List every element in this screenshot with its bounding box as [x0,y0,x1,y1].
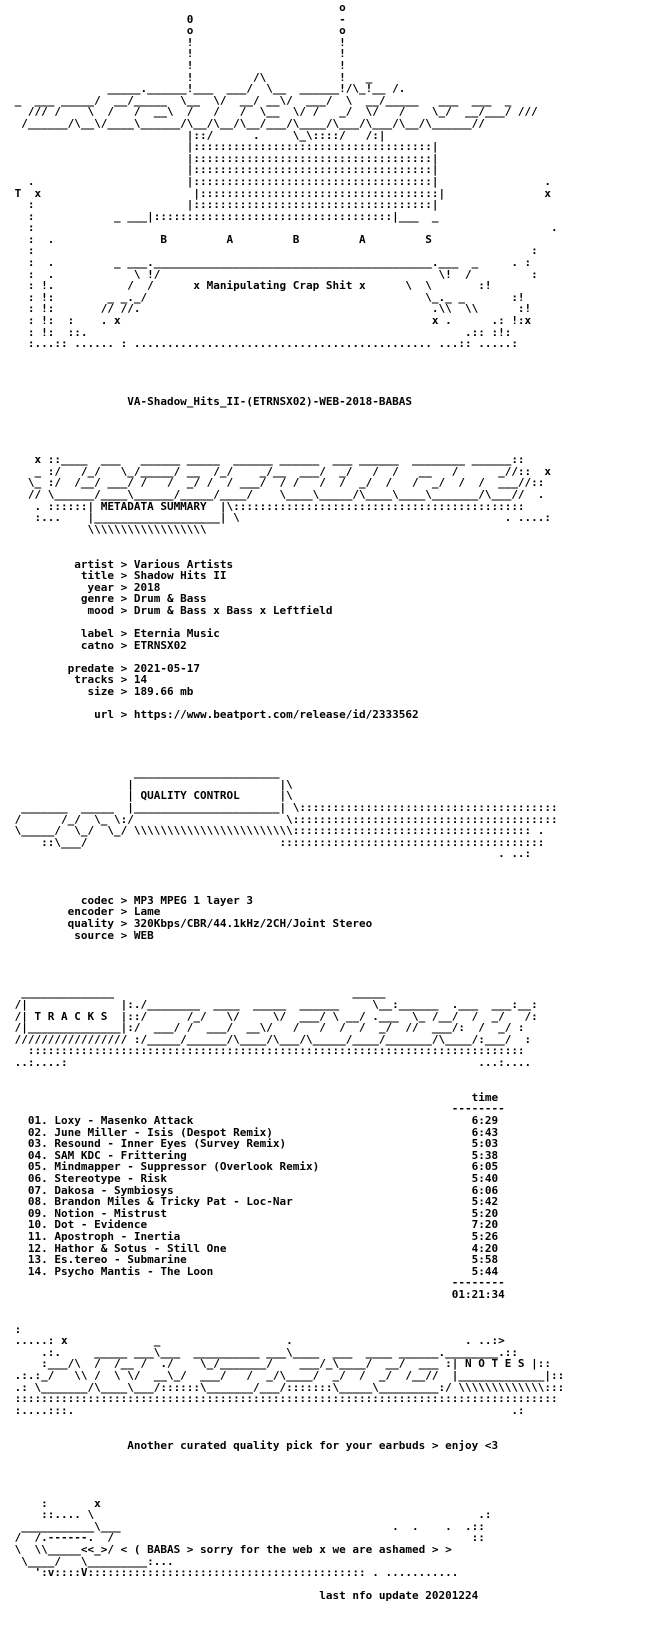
nfo-line: :::::::::::::::::::::::::::::::::::::::::::::::::::::::::::::::::::::::::::::::::: [8,1392,558,1406]
nfo-line: quality > 320Kbps/CBR/44.1kHz/2CH/Joint Stereo [8,916,373,930]
nfo-line: /|______________|:/ ___/ / ___/ __\/ / / / / _/ // ___/: / _/ : [8,1021,525,1035]
nfo-line: 04. SAM KDC - Frittering 5:38 [8,1148,499,1162]
nfo-line: |::::::::::::::::::::::::::::::::::::| [8,151,439,165]
nfo-line: _______ _____ |______________________| \::::::::::::::::::::::::::::::::::::::: [8,800,558,814]
nfo-line: / /_/ \_ \:/ \:::::::::::::::::::::::::::::::::::::::: [8,812,558,826]
nfo-line: url > https://www.beatport.com/release/id/2333562 [8,708,419,722]
nfo-line: 06. Stereotype - Risk 5:40 [8,1171,499,1185]
nfo-line: last nfo update 20201224 [8,1589,479,1603]
nfo-line: \_____/ \_/ \_/ \\\\\\\\\\\\\\\\\\\\\\\\:::::::::::::::::::::::::::::::::::: . [8,824,545,838]
nfo-line: Another curated quality pick for your earbuds > enjoy <3 [8,1438,499,1452]
nfo-line: 14. Psycho Mantis - The Loon 5:44 [8,1264,499,1278]
nfo-line: label > Eternia Music [8,627,220,641]
nfo-line: ::\___/ :::::::::::::::::::::::::::::::::::::::: [8,835,545,849]
nfo-line: :....:::. .: [8,1403,525,1417]
nfo-line: 13. Es.tereo - Submarine 5:58 [8,1253,499,1267]
nfo-line: .....: x _ . . ..:> [8,1334,505,1348]
nfo-line: encoder > Lame [8,905,161,919]
nfo-line: 08. Brandon Miles & Tricky Pat - Loc-Nar 5:42 [8,1195,499,1209]
nfo-line: : _ ___|::::::::::::::::::::::::::::::::::::|___ _ [8,209,439,223]
nfo-line: 07. Dakosa - Symbiosys 6:06 [8,1183,499,1197]
nfo-line: \_ :/ /__/ ___/ / / _/ / / ___/ / / / / _/ / / _/ / / ___//:: [8,476,545,490]
nfo-line: ______________ _____ [8,986,386,1000]
nfo-line: o [8,1,346,14]
nfo-line: : !: // //. .\\ \\ :! [8,302,532,316]
nfo-line: .:. _____ ___\___ __________ ___\____ ___ ____ ______.________.:: [8,1345,518,1359]
nfo-line: VA-Shadow_Hits_II-(ETRNSX02)-WEB-2018-BABAS [8,395,412,409]
nfo-line: 0 - [8,12,346,26]
nfo-line: /// / \ / / __\ / / / \__ \/ / _/ \/ / \_/ __/___/ /// [8,105,538,119]
nfo-line: ':v::::V:::::::::::::::::::::::::::::::::::::::::: . ........... [8,1566,459,1580]
nfo-line: |::::::::::::::::::::::::::::::::::::| [8,140,439,154]
nfo-line: | QUALITY CONTROL |\ [8,789,293,803]
nfo-line: 10. Dot - Evidence 7:20 [8,1218,499,1232]
nfo-line: year > 2018 [8,580,161,594]
nfo-line: | |\ [8,777,293,791]
nfo-line: 02. June Miller - Isis (Despot Remix) 6:43 [8,1125,499,1139]
nfo-line: : . \ !/ \! / : [8,267,538,281]
nfo-line: title > Shadow Hits II [8,569,227,583]
nfo-line: : |::::::::::::::::::::::::::::::::::::| [8,198,439,212]
nfo-line: ::::::::::::::::::::::::::::::::::::::::::::::::::::::::::::::::::::::::::: [8,1044,525,1058]
nfo-line: -------- [8,1276,505,1290]
nfo-line: 11. Apostroph - Inertia 5:26 [8,1229,499,1243]
nfo-line: \ \\_____<<_>/ < ( BABAS > sorry for the web x we are ashamed > > [8,1542,452,1556]
nfo-line: : . B A B A S [8,232,432,246]
nfo-line: /______/\__\/____\______/\__/\__/\__/___/\____/\___/\___/\__/\______// [8,116,485,130]
nfo-line: predate > 2021-05-17 [8,661,201,675]
nfo-line: : !: _ _._/ \_._ _ :! [8,290,525,304]
nfo-line: / /.------. / :: [8,1531,485,1545]
nfo-line: /| |:./________ ____ _____ ______ \__:______ .___ ___:__: [8,998,538,1012]
nfo-line: o o [8,24,346,38]
nfo-line: T x |::::::::::::::::::::::::::::::::::::| x [8,186,552,200]
nfo-line: artist > Various Artists [8,557,234,571]
nfo-line: : [8,1322,22,1336]
nfo-line: ! ! [8,47,346,61]
nfo-line: ::.... \ .: [8,1508,492,1522]
nfo-line: 03. Resound - Inner Eyes (Survey Remix) 5:03 [8,1137,499,1151]
nfo-line: ! ! [8,35,346,49]
nfo-line: _ ___ _____/ __/_____ \__ \/ __/ __\/ ___/ \ __/_____ ___ ___ _ [8,93,512,107]
nfo-line: codec > MP3 MPEG 1 layer 3 [8,893,254,907]
nfo-line: :___/\ / /__ / ./ \_/_______/ ___/_\____/ __/ ___ :| N O T E S |:: [8,1357,552,1371]
nfo-line: 12. Hathor & Sotus - Still One 4:20 [8,1241,499,1255]
nfo-line: :...:: ...... : ............................................. ...:: .....: [8,337,518,351]
nfo-line: size > 189.66 mb [8,685,194,699]
nfo-line: ______________________ [8,766,280,780]
nfo-line: .:.:_/ \\ / \ \/ __\_/ ___/ / _/\____/ _/ / _/ /__// |_____________|:: [8,1369,565,1383]
nfo-line: : x [8,1496,101,1510]
nfo-line: . ::::::| METADATA SUMMARY |\:::::::::::::::::::::::::::::::::::::::::::: [8,499,525,513]
nfo-line: .: \_______/\____\___/::::::\_______/___/:::::::\_____\_________:/ \\\\\\\\\\\\\::: [8,1380,565,1394]
nfo-line: x ::____ ___ ______ _____ ______ ______ ___ ______ ________ ______:: [8,453,525,467]
nfo-line: catno > ETRNSX02 [8,638,187,652]
nfo-line: |::/ . \_\::::/ /:| [8,128,386,142]
nfo-line: : !. / / x Manipulating Crap Shit x \ \ :! [8,279,492,293]
nfo-line: 05. Mindmapper - Suppressor (Overlook Remix) 6:05 [8,1160,499,1174]
nfo-line: mood > Drum & Bass x Bass x Leftfield [8,603,333,617]
nfo-line: : !: : . x x . .: !:x [8,314,532,328]
nfo-line: 01:21:34 [8,1287,505,1301]
nfo-line: \\\\\\\\\\\\\\\\\\ [8,522,207,536]
nfo-line: . ..: [8,847,532,861]
nfo-line: _ :/ /_/ \_/_____/ __ /_/ _/__ ___/ _/ / / __ / _//:: x [8,464,552,478]
nfo-line: _____.______!___ ___/ \__ ______!/\_!__ /. [8,82,406,96]
nfo-line: : . _ ___.__________________________________________.___ _ . : [8,256,532,270]
nfo-line: : !: ::. .:: :!: [8,325,512,339]
nfo-line: /| T R A C K S |::/ /_/ \/ \/ ___/ \ __/ .___ \_ /__/ / _/ /: [8,1009,538,1023]
nfo-line: ___________\___ . . . .:: [8,1519,485,1533]
nfo-line: tracks > 14 [8,673,148,687]
nfo-line: : . [8,221,558,235]
nfo-line: ..:....: ...:.... [8,1056,532,1070]
nfo-line: : : [8,244,538,258]
nfo-line: |::::::::::::::::::::::::::::::::::::| [8,163,439,177]
nfo-line: ! /\ ! _ [8,70,373,84]
nfo-line: genre > Drum & Bass [8,592,207,606]
nfo-line: ! ! [8,58,346,72]
nfo-line: time [8,1090,499,1104]
nfo-line: :... |___________________| \ . ....: [8,511,552,525]
nfo-line: 09. Notion - Mistrust 5:20 [8,1206,499,1220]
nfo-line: source > WEB [8,928,154,942]
nfo-line: // \______/____\______/_____/____/ \____\_____/\____\____\_______/\___// . [8,487,545,501]
nfo-line: 01. Loxy - Masenko Attack 6:29 [8,1114,499,1127]
nfo-line: \____/ \_________:... [8,1554,174,1568]
nfo-ascii-document [8,2,564,1602]
nfo-line: ///////////////// :/_____/______/\____/\___/\_____/____/_______/\____/:___/ : [8,1032,532,1046]
nfo-line: . |::::::::::::::::::::::::::::::::::::| . [8,174,552,188]
nfo-line: -------- [8,1102,505,1116]
